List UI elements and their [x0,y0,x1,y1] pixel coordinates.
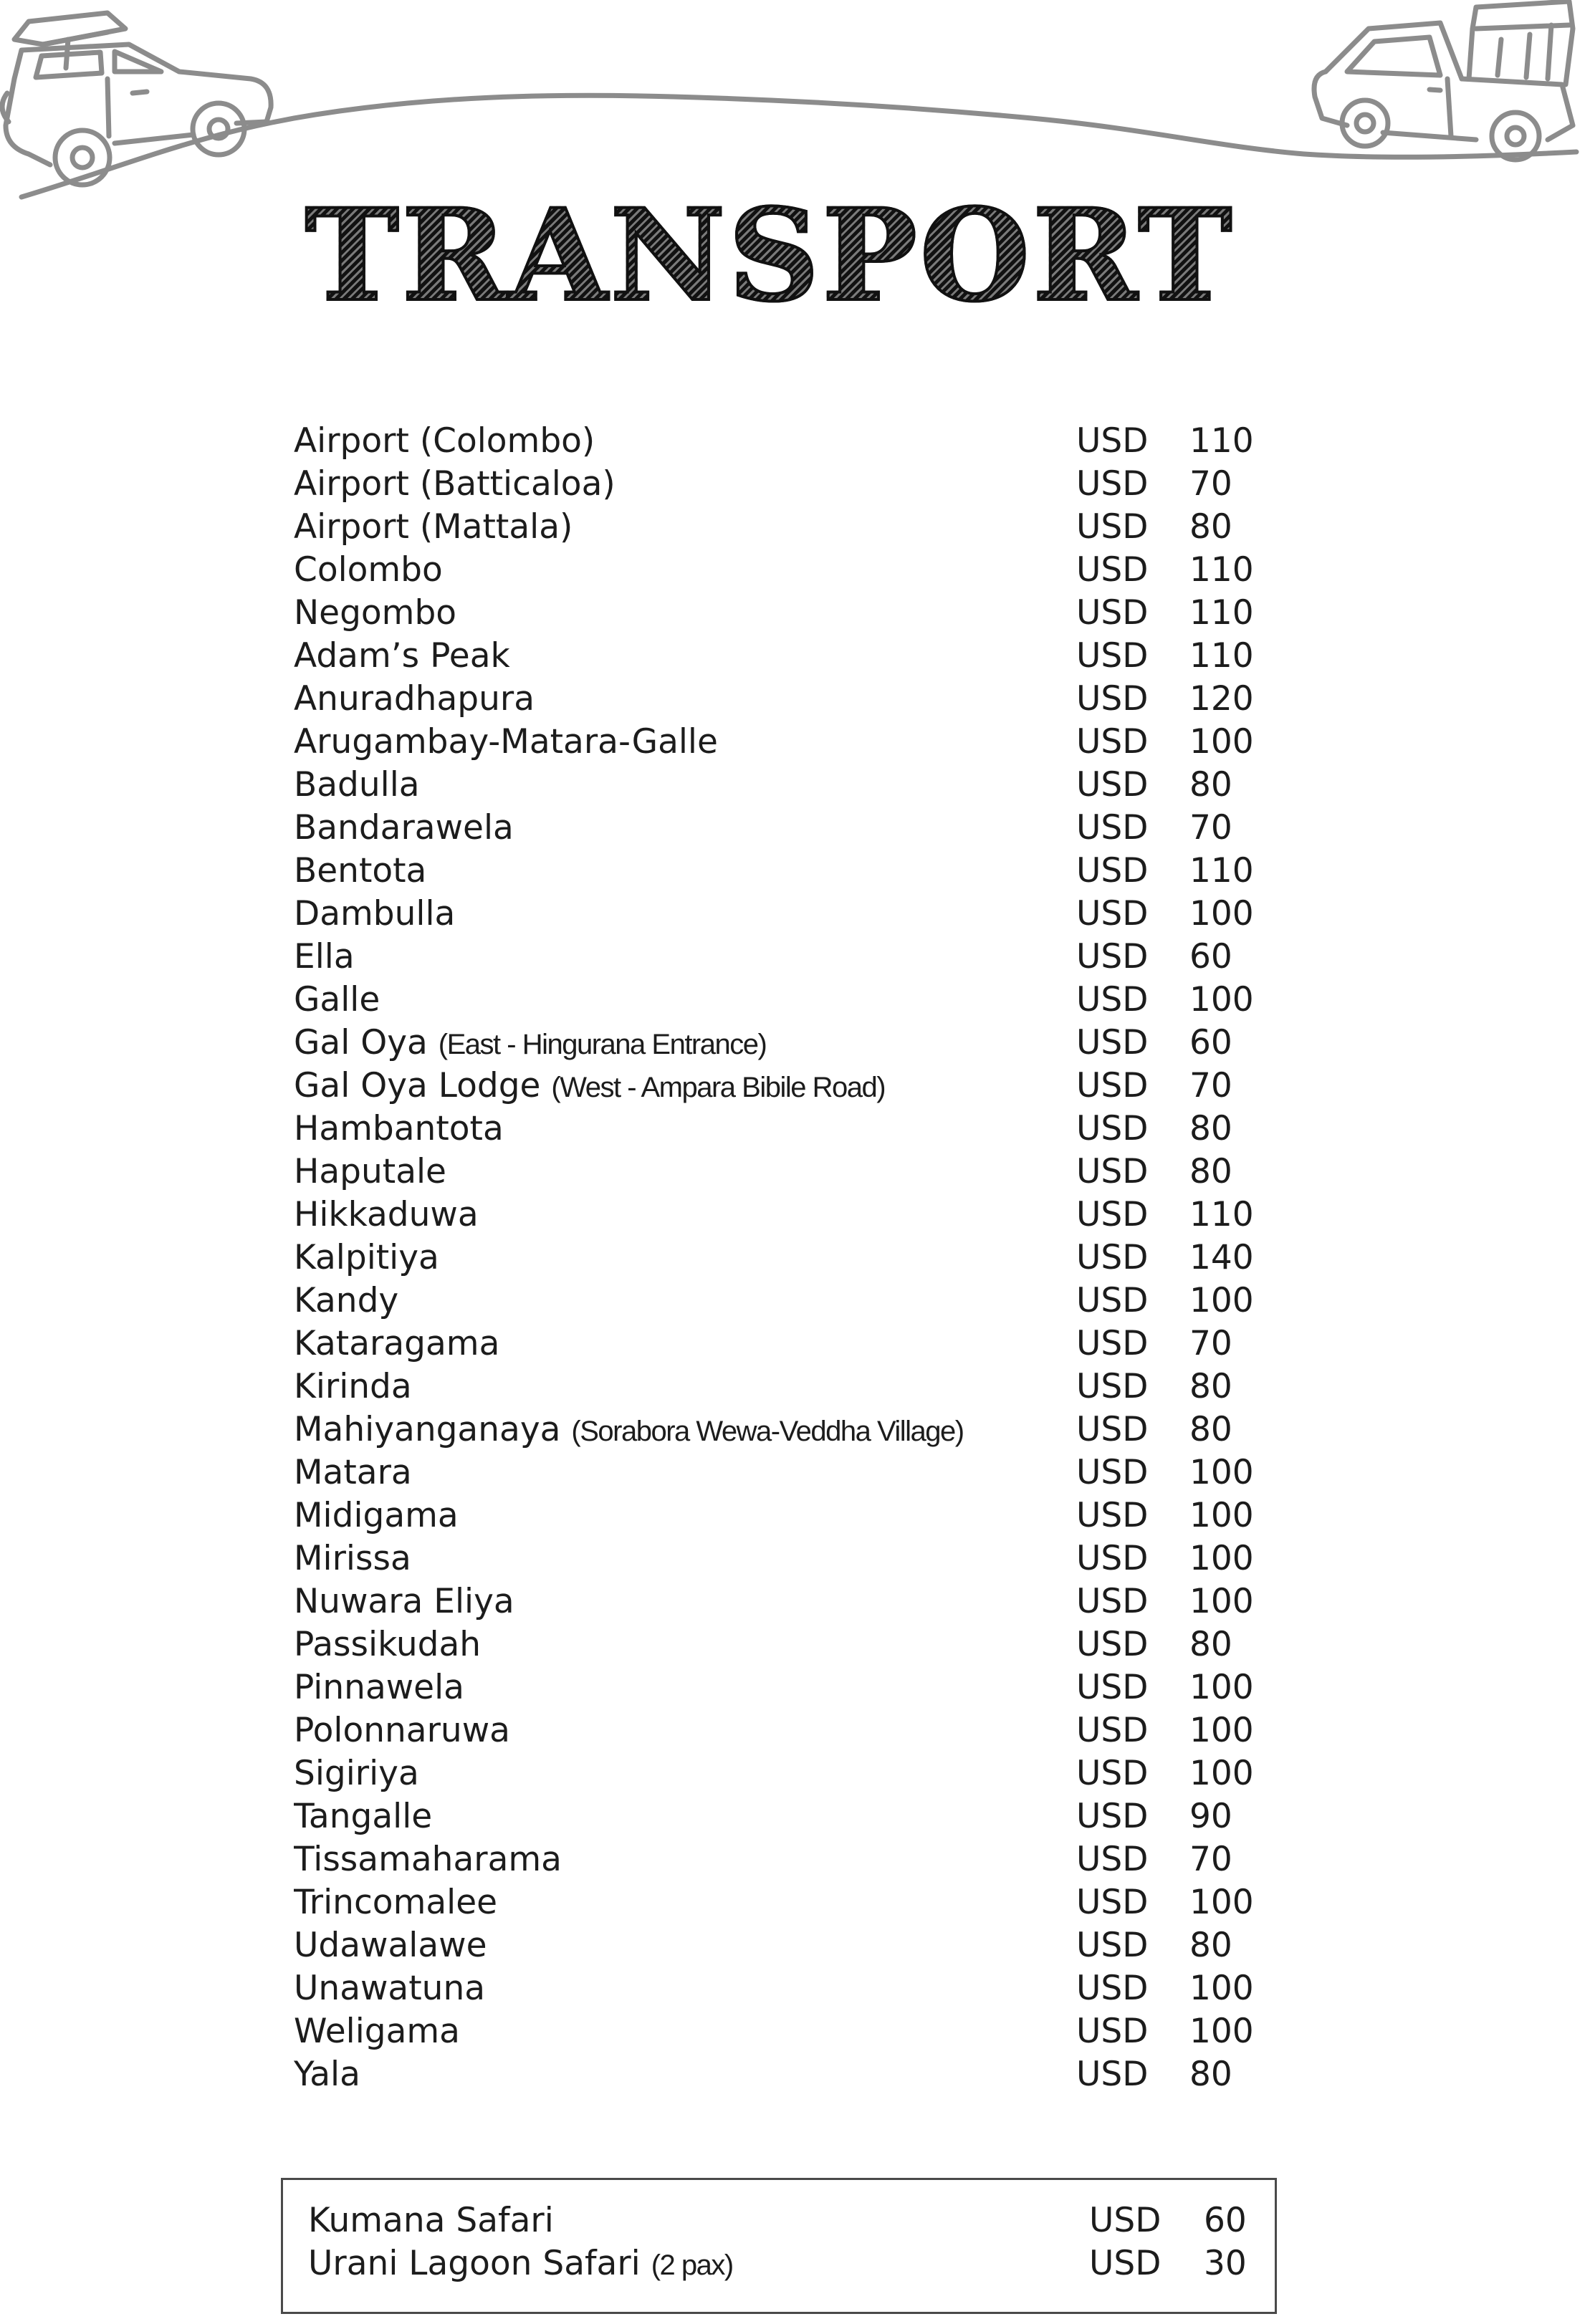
currency-label: USD [1076,808,1149,848]
price-amount: 100 [1189,2012,1254,2051]
destination-label: Kandy [294,1281,399,1320]
currency-label: USD [1076,765,1149,805]
price-amount: 100 [1189,980,1254,1019]
price-amount: 110 [1189,636,1254,676]
destination-label: Midigama [294,1496,459,1535]
destination-note: (2 pax) [651,2249,733,2281]
price-row [294,1580,1297,1623]
price-row [294,979,1297,1022]
price-row [294,1151,1297,1194]
price-amount: 100 [1189,1668,1254,1707]
price-row [294,463,1297,506]
destination-label: Urani Lagoon Safari [308,2244,641,2283]
destination-name [294,506,1076,549]
price-amount: 100 [1189,1281,1254,1320]
destination-name [294,549,1076,592]
destination-label: Kalpitiya [294,1238,439,1277]
destination-label: Trincomalee [294,1883,498,1922]
price-row [294,1709,1297,1752]
price-row [294,1065,1297,1108]
price-amount: 80 [1189,1926,1232,1965]
price-row [294,764,1297,807]
price-amount: 110 [1189,550,1254,590]
destination-name [294,1408,1076,1453]
destination-name [294,463,1076,506]
destination-label: Dambulla [294,894,456,933]
price-row [294,1022,1297,1065]
destination-name [294,1108,1076,1151]
price-amount: 110 [1189,421,1254,461]
destination-name [294,850,1076,893]
currency-label: USD [1076,1066,1149,1105]
price-row [294,1623,1297,1666]
destination-label: Hambantota [294,1109,504,1148]
price-amount: 60 [1189,937,1232,976]
price-amount: 80 [1189,1109,1232,1148]
currency-label: USD [1076,1883,1149,1922]
destination-name [294,1151,1076,1194]
destination-label: Hikkaduwa [294,1195,479,1234]
currency-label: USD [1076,2012,1149,2051]
price-row [294,635,1297,678]
destination-price-list [294,420,1297,2096]
currency-label: USD [1076,1668,1149,1707]
currency-label: USD [1076,1496,1149,1535]
price-row [294,1838,1297,1881]
price-row [294,678,1297,721]
destination-label: Weligama [294,2012,460,2051]
destination-label: Gal Oya Lodge [294,1066,541,1105]
currency-label: USD [1076,1926,1149,1965]
destination-name [294,1666,1076,1709]
price-amount: 100 [1189,1969,1254,2008]
price-row [294,2010,1297,2053]
destination-name [294,1881,1076,1924]
price-row [308,2199,1261,2242]
destination-name [294,1623,1076,1666]
destination-label: Airport (Batticaloa) [294,464,616,504]
currency-label: USD [1089,2201,1162,2240]
destination-label: Airport (Mattala) [294,507,573,547]
destination-name [294,678,1076,721]
price-row [294,1881,1297,1924]
price-row [294,1322,1297,1365]
price-amount: 80 [1189,1152,1232,1191]
price-row [294,1237,1297,1279]
destination-name [294,1451,1076,1494]
currency-label: USD [1076,1625,1149,1664]
currency-label: USD [1076,937,1149,976]
currency-label: USD [1076,722,1149,762]
destination-label: Udawalawe [294,1926,487,1965]
price-amount: 80 [1189,765,1232,805]
destination-label: Pinnawela [294,1668,464,1707]
price-row [308,2242,1261,2285]
price-row [294,1494,1297,1537]
price-amount: 70 [1189,1066,1232,1105]
destination-label: Mirissa [294,1539,411,1578]
price-amount: 100 [1189,1754,1254,1793]
price-row [294,2053,1297,2096]
destination-name [294,1194,1076,1237]
destination-name [294,893,1076,936]
currency-label: USD [1076,2055,1149,2094]
destination-label: Yala [294,2055,360,2094]
price-row [294,420,1297,463]
currency-label: USD [1076,1840,1149,1879]
destination-label: Unawatuna [294,1969,486,2008]
price-amount: 140 [1189,1238,1254,1277]
price-amount: 70 [1189,1840,1232,1879]
destination-name [294,1924,1076,1967]
price-amount: 100 [1189,1453,1254,1492]
destination-name [294,1022,1076,1066]
destination-name [294,979,1076,1022]
price-amount: 110 [1189,593,1254,633]
price-row [294,1108,1297,1151]
destination-label: Arugambay-Matara-Galle [294,722,718,762]
destination-name [294,721,1076,764]
destination-label: Tangalle [294,1797,433,1836]
price-row [294,1279,1297,1322]
destination-label: Kumana Safari [308,2201,554,2240]
price-row [294,549,1297,592]
price-row [294,1408,1297,1451]
destination-label: Tissamaharama [294,1840,562,1879]
currency-label: USD [1076,894,1149,933]
destination-name [294,1967,1076,2010]
price-row [294,1537,1297,1580]
destination-label: Colombo [294,550,443,590]
currency-label: USD [1076,421,1149,461]
destination-label: Bandarawela [294,808,514,848]
currency-label: USD [1076,1969,1149,2008]
destination-name [294,635,1076,678]
price-amount: 100 [1189,722,1254,762]
destination-name [294,807,1076,850]
destination-name [294,420,1076,463]
price-amount: 110 [1189,1195,1254,1234]
currency-label: USD [1076,1109,1149,1148]
price-amount: 60 [1189,1023,1232,1062]
destination-label: Ella [294,937,355,976]
price-amount: 80 [1189,2055,1232,2094]
destination-name [308,2199,1089,2242]
currency-label: USD [1076,1410,1149,1449]
price-row [294,1194,1297,1237]
currency-label: USD [1076,464,1149,504]
destination-label: Matara [294,1453,412,1492]
price-row [294,807,1297,850]
page-title [0,181,1590,330]
price-amount: 110 [1189,851,1254,890]
currency-label: USD [1076,1324,1149,1363]
safari-price-list [308,2199,1261,2285]
currency-label: USD [1076,1367,1149,1406]
price-amount: 70 [1189,808,1232,848]
destination-name [294,1838,1076,1881]
currency-label: USD [1076,1281,1149,1320]
destination-name [294,1365,1076,1408]
price-row [294,1752,1297,1795]
destination-label: Bentota [294,851,427,890]
currency-label: USD [1076,636,1149,676]
destination-label: Haputale [294,1152,446,1191]
currency-label: USD [1076,1711,1149,1750]
destination-name [294,1065,1076,1109]
destination-label: Polonnaruwa [294,1711,510,1750]
price-amount: 100 [1189,1539,1254,1578]
page-title-text: TRANSPORT [305,181,1235,330]
destination-label: Nuwara Eliya [294,1582,514,1621]
currency-label: USD [1076,851,1149,890]
destination-name [308,2242,1089,2287]
destination-name [294,1494,1076,1537]
destination-label: Kataragama [294,1324,500,1363]
currency-label: USD [1076,1195,1149,1234]
price-row [294,1967,1297,2010]
currency-label: USD [1076,507,1149,547]
destination-note: (East - Hingurana Entrance) [438,1029,767,1060]
currency-label: USD [1076,1453,1149,1492]
destination-label: Sigiriya [294,1754,419,1793]
destination-name [294,1537,1076,1580]
price-amount: 70 [1189,464,1232,504]
destination-label: Adam’s Peak [294,636,510,676]
price-row [294,592,1297,635]
price-amount: 80 [1189,1625,1232,1664]
price-row [294,506,1297,549]
price-row [294,721,1297,764]
pickup-truck-icon [1314,1,1573,160]
price-row [294,1795,1297,1838]
price-row [294,1451,1297,1494]
price-amount: 100 [1189,1711,1254,1750]
destination-name [294,592,1076,635]
destination-name [294,1237,1076,1279]
price-row [294,893,1297,936]
price-amount: 100 [1189,1883,1254,1922]
destination-note: (Sorabora Wewa-Veddha Village) [571,1416,964,1447]
price-amount: 80 [1189,1367,1232,1406]
destination-label: Airport (Colombo) [294,421,595,461]
price-amount: 100 [1189,894,1254,933]
destination-label: Mahiyanganaya [294,1410,561,1449]
price-row [294,850,1297,893]
destination-name [294,2053,1076,2096]
price-row [294,1365,1297,1408]
destination-name [294,1795,1076,1838]
price-amount: 90 [1189,1797,1232,1836]
currency-label: USD [1076,679,1149,719]
currency-label: USD [1076,1539,1149,1578]
currency-label: USD [1076,593,1149,633]
destination-label: Gal Oya [294,1023,428,1062]
currency-label: USD [1076,980,1149,1019]
destination-name [294,764,1076,807]
destination-label: Passikudah [294,1625,482,1664]
price-amount: 120 [1189,679,1254,719]
destination-label: Badulla [294,765,420,805]
destination-name [294,1322,1076,1365]
destination-name [294,1752,1076,1795]
price-row [294,1666,1297,1709]
destination-label: Galle [294,980,380,1019]
destination-name [294,1279,1076,1322]
currency-label: USD [1076,1023,1149,1062]
currency-label: USD [1076,1754,1149,1793]
currency-label: USD [1076,1797,1149,1836]
price-amount: 80 [1189,1410,1232,1449]
price-amount: 100 [1189,1582,1254,1621]
price-amount: 100 [1189,1496,1254,1535]
destination-label: Anuradhapura [294,679,535,719]
currency-label: USD [1076,550,1149,590]
destination-name [294,1709,1076,1752]
destination-name [294,2010,1076,2053]
price-amount: 80 [1189,507,1232,547]
currency-label: USD [1076,1238,1149,1277]
destination-label: Negombo [294,593,457,633]
price-amount: 60 [1204,2201,1247,2240]
currency-label: USD [1076,1152,1149,1191]
currency-label: USD [1076,1582,1149,1621]
destination-note: (West - Ampara Bibile Road) [551,1072,886,1103]
price-amount: 70 [1189,1324,1232,1363]
destination-name [294,1580,1076,1623]
price-row [294,936,1297,979]
price-amount: 30 [1204,2244,1247,2283]
destination-name [294,936,1076,979]
price-row [294,1924,1297,1967]
destination-label: Kirinda [294,1367,412,1406]
currency-label: USD [1089,2244,1162,2283]
